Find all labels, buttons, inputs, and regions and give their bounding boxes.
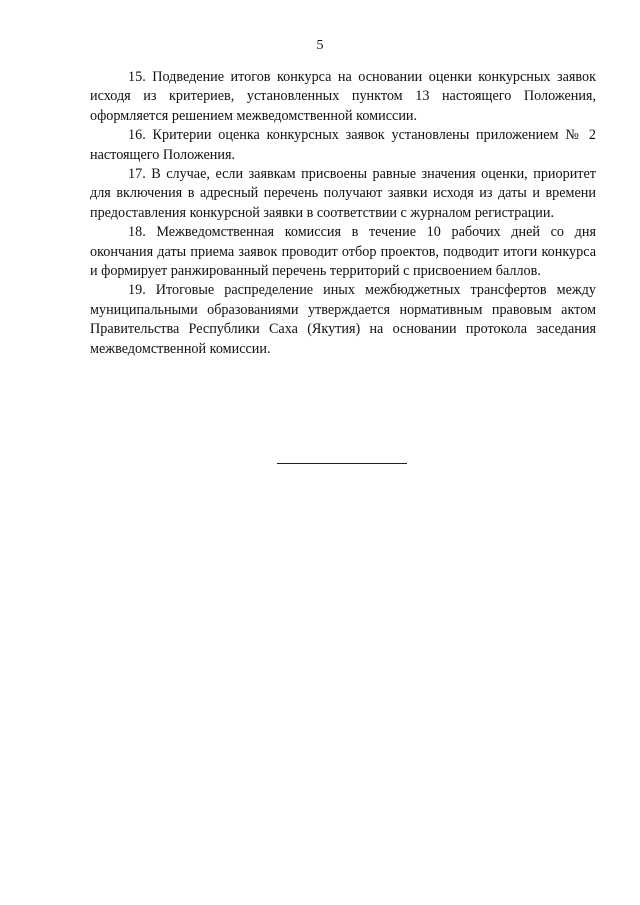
paragraph-16: 16. Критерии оценка конкурсных заявок установлены приложением № 2 настоящего Положения. (90, 127, 596, 163)
end-of-document-rule (277, 463, 407, 464)
paragraph-17: 17. В случае, если заявкам присвоены равные значения оценки, приоритет для включения в адресный перечень получают заявки исходя из даты и времени предоставления конкурсной заявки в соответствии с журналом регистрации. (90, 166, 596, 221)
document-body (90, 68, 596, 359)
paragraph-18: 18. Межведомственная комиссия в течение 10 рабочих дней со дня окончания даты приема заявок проводит отбор проектов, подводит итоги конкурса и формирует ранжированный перечень территорий с присвоением баллов. (90, 224, 596, 280)
paragraph-15: 15. Подведение итогов конкурса на основании оценки конкурсных заявок исходя из критериев, установленных пунктом 13 настоящего Положения, оформляется решением межведомственной комиссии. (90, 69, 596, 124)
page-number: 5 (316, 38, 324, 53)
paragraph-19: 19. Итоговые распределение иных межбюджетных трансфертов между муниципальными образованиями утверждается нормативным правовым актом Правительства Республики Саха (Якутия) на основании протокола заседания межведомственной комиссии. (90, 282, 596, 357)
